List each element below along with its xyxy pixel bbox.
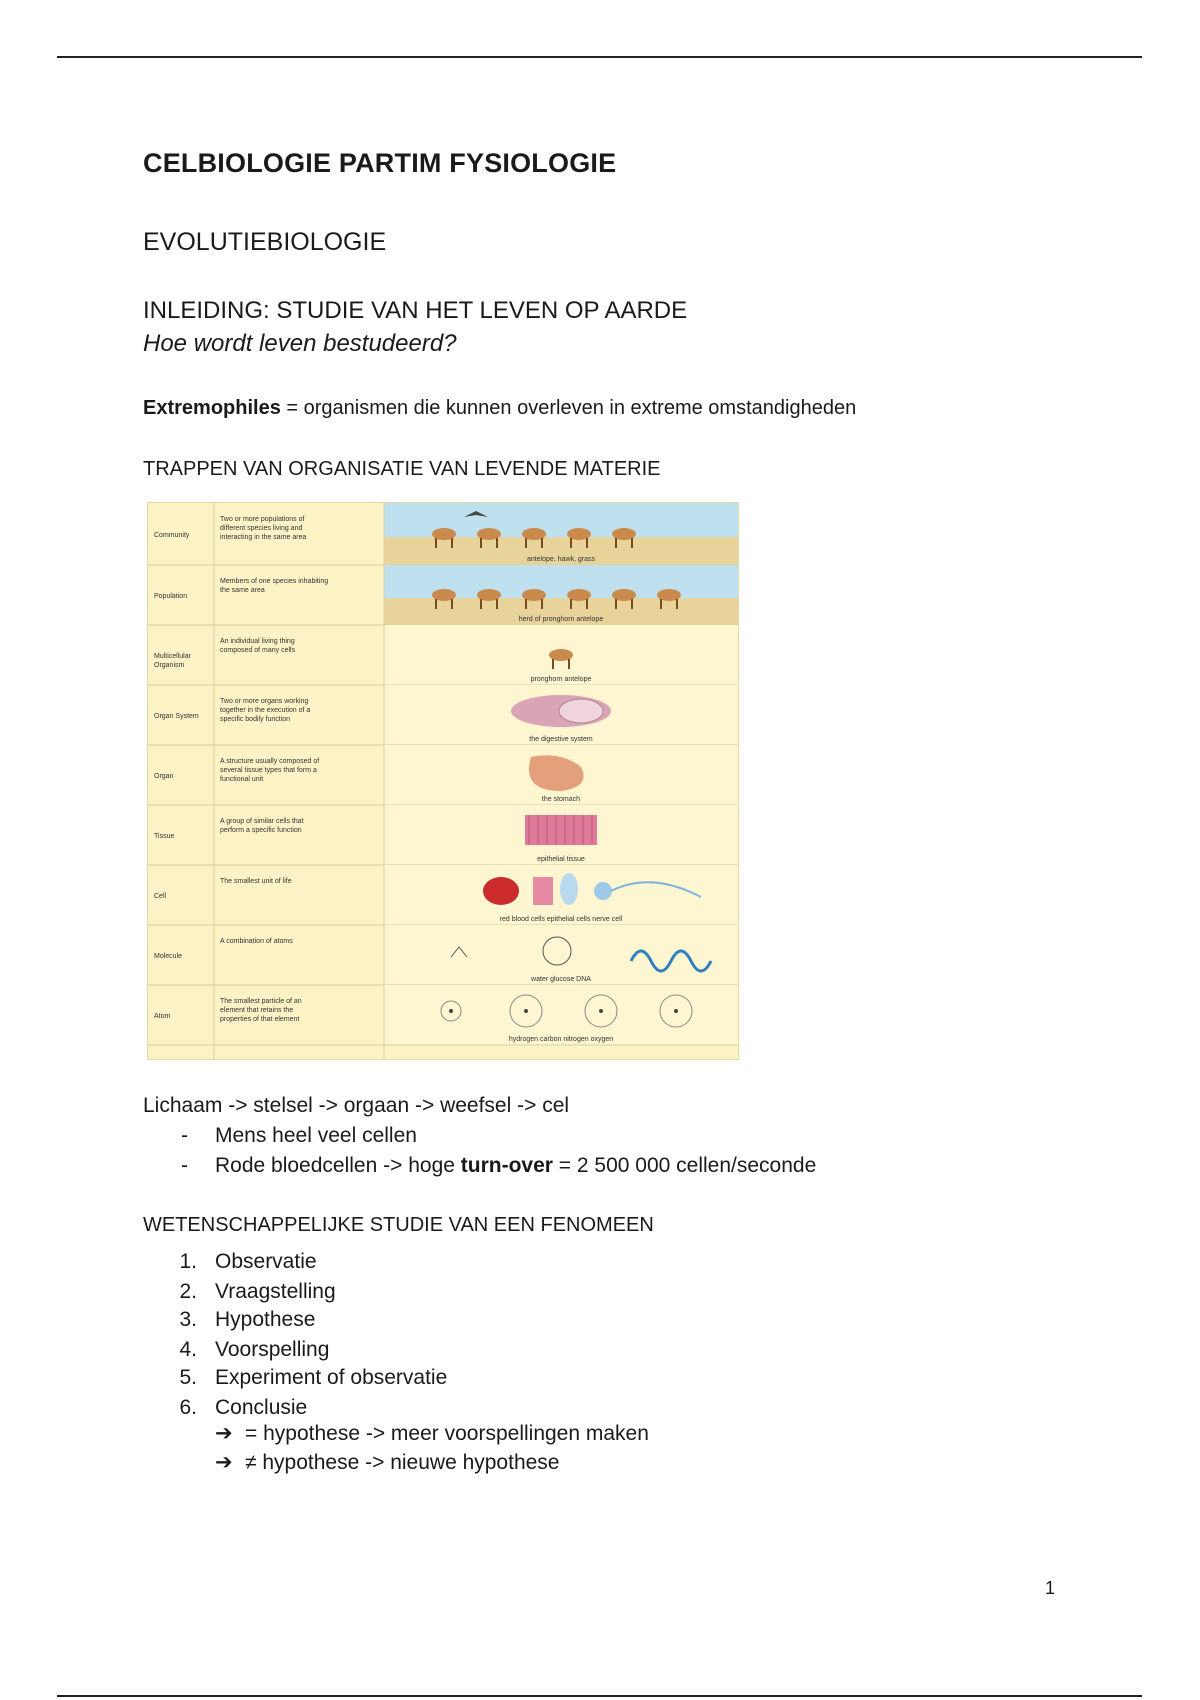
figure-row — [148, 625, 738, 685]
level-label: Tissue — [154, 833, 175, 840]
bullet-text-post: = 2 500 000 cellen/seconde — [552, 1154, 817, 1177]
level-description: element that retains the — [220, 1007, 294, 1014]
level-description: perform a specific function — [220, 827, 302, 834]
bottom-rule — [57, 1695, 1142, 1697]
level-description: A group of similar cells that — [220, 818, 304, 825]
step-number: 4. — [179, 1338, 197, 1361]
picture-caption: the stomach — [541, 796, 581, 803]
organisation-chain: Lichaam -> stelsel -> orgaan -> weefsel -> cel — [143, 1094, 570, 1117]
atom-nucleus — [449, 1009, 453, 1013]
bullet-dash: - — [181, 1154, 188, 1177]
figure-row — [148, 745, 738, 805]
figure-row — [148, 925, 738, 985]
step-number: 5. — [179, 1366, 197, 1389]
level-description: An individual living thing — [220, 638, 295, 645]
picture-caption: hydrogen carbon nitrogen oxygen — [508, 1036, 614, 1043]
step-text: Experiment of observatie — [215, 1366, 448, 1389]
figure-row — [148, 865, 738, 925]
level-description: Two or more organs working — [220, 698, 309, 705]
picture-caption: epithelial tissue — [537, 856, 585, 863]
figure-row — [148, 565, 738, 625]
bullet-dash: - — [181, 1124, 188, 1147]
level-label: Multicellular — [154, 653, 191, 660]
conclusion-item — [215, 1421, 649, 1446]
level-description: functional unit — [220, 776, 264, 783]
level-label: Organ System — [154, 713, 199, 720]
step-number: 6. — [179, 1396, 197, 1419]
atom-nucleus — [674, 1009, 678, 1013]
atom-nucleus — [524, 1009, 528, 1013]
organisation-levels-diagram — [148, 503, 738, 1059]
level-description: together in the execution of a — [220, 707, 311, 714]
step-text: Hypothese — [215, 1308, 316, 1331]
level-description: Two or more populations of — [220, 516, 305, 523]
picture-caption: water glucose DNA — [531, 976, 591, 983]
bullet-text-pre: Rode bloedcellen -> hoge — [215, 1154, 461, 1177]
level-label: Molecule — [154, 953, 183, 960]
level-description: Members of one species inhabiting — [220, 578, 329, 585]
level-description: interacting in the same area — [220, 534, 307, 541]
picture-caption: red blood cells epithelial cells nerve cell — [499, 916, 623, 923]
step-number: 1. — [179, 1250, 197, 1273]
picture-caption: the digestive system — [529, 736, 593, 743]
level-description: The smallest particle of an — [220, 998, 302, 1005]
epithelial-cell-shape — [533, 877, 553, 905]
picture-caption: pronghorn antelope — [530, 676, 592, 683]
level-label: Cell — [154, 893, 167, 900]
conclusion-text: ≠ hypothese -> nieuwe hypothese — [245, 1451, 560, 1474]
section-title: INLEIDING: STUDIE VAN HET LEVEN OP AARDE — [143, 297, 688, 324]
step-text: Voorspelling — [215, 1338, 330, 1361]
bullet-text: Mens heel veel cellen — [215, 1124, 417, 1147]
tissue-shape — [525, 815, 597, 845]
level-description: different species living and — [220, 525, 303, 532]
step-text: Conclusie — [215, 1396, 308, 1419]
figure-row — [148, 503, 738, 565]
conclusion-text: = hypothese -> meer voorspellingen maken — [245, 1422, 649, 1445]
method-heading: WETENSCHAPPELIJKE STUDIE VAN EEN FENOMEEN — [143, 1214, 654, 1236]
section-question: Hoe wordt leven bestudeerd? — [143, 330, 457, 357]
picture-caption: antelope, hawk, grass — [526, 556, 596, 563]
conclusion-item — [215, 1450, 560, 1475]
definition-paragraph — [143, 397, 856, 420]
red-blood-cell-shape — [483, 877, 519, 905]
level-label: Atom — [154, 1013, 171, 1020]
organisation-heading: TRAPPEN VAN ORGANISATIE VAN LEVENDE MATERIE — [143, 458, 661, 480]
level-label: Community — [154, 532, 190, 539]
level-description: properties of that element — [220, 1016, 300, 1023]
level-description: composed of many cells — [220, 647, 296, 654]
level-label: Organ — [154, 773, 174, 780]
definition-term: Extremophiles — [143, 397, 281, 419]
step-text: Vraagstelling — [215, 1280, 336, 1303]
figure-row — [148, 805, 738, 865]
arrow-right-icon: ➔ — [215, 1451, 233, 1474]
top-rule — [57, 56, 1142, 58]
level-description: A combination of atoms — [220, 938, 293, 945]
figure-row — [148, 985, 738, 1045]
step-number: 3. — [179, 1308, 197, 1331]
level-description: A structure usually composed of — [220, 758, 320, 765]
picture-caption: herd of pronghorn antelope — [518, 616, 604, 623]
document-title: CELBIOLOGIE PARTIM FYSIOLOGIE — [143, 148, 617, 178]
level-description: specific bodily function — [220, 716, 291, 723]
organisation-levels-figure — [147, 502, 739, 1060]
step-text: Observatie — [215, 1250, 317, 1273]
atom-nucleus — [599, 1009, 603, 1013]
level-label: Population — [154, 593, 188, 600]
intestine-shape — [559, 699, 603, 723]
step-number: 2. — [179, 1280, 197, 1303]
level-description: several tissue types that form a — [220, 767, 317, 774]
level-description: the same area — [220, 587, 265, 594]
definition-text: = organismen die kunnen overleven in extreme omstandigheden — [280, 397, 857, 419]
level-description: The smallest unit of life — [220, 878, 292, 885]
page-number: 1 — [1045, 1578, 1056, 1598]
chapter-title: EVOLUTIEBIOLOGIE — [143, 228, 387, 256]
nerve-cell-body — [594, 882, 612, 900]
bullet-text-bold: turn-over — [460, 1154, 553, 1177]
level-label: Organism — [154, 662, 185, 669]
arrow-right-icon: ➔ — [215, 1422, 233, 1445]
epithelial-cell-shape — [560, 873, 578, 905]
figure-row — [148, 685, 738, 745]
bullet-text — [215, 1154, 816, 1178]
